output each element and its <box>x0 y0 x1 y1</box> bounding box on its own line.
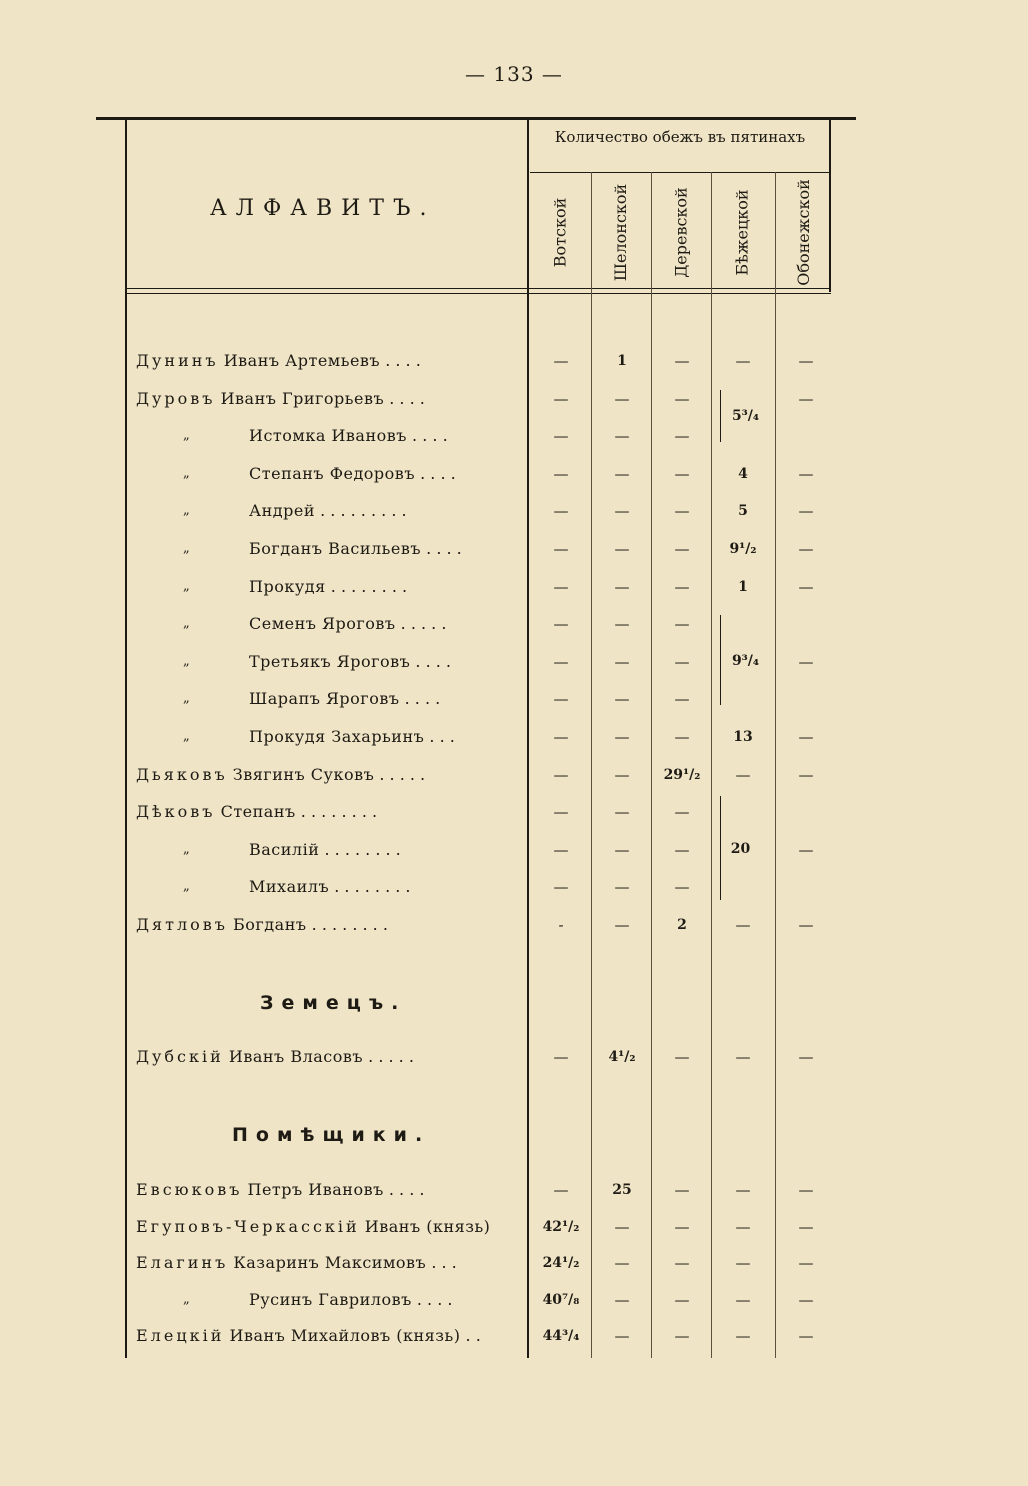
value-cell: — <box>798 1254 814 1272</box>
entry-name <box>136 384 425 414</box>
ditto-mark: „ <box>183 616 190 632</box>
value-cell: 29¹/₂ <box>663 766 701 783</box>
given-name: Третьякъ Яроговъ <box>249 651 411 671</box>
dot-leader: . . . . . . . . <box>311 915 388 934</box>
value-cell: 44³/₄ <box>542 1328 580 1344</box>
value-cell: — <box>735 1217 751 1236</box>
value-cell: — <box>614 878 630 897</box>
table-row <box>0 346 1028 376</box>
value-cell: — <box>553 1048 569 1066</box>
ditto-mark: „ <box>183 503 190 519</box>
dot-leader: . . . . <box>426 539 462 558</box>
entry-name <box>249 609 446 639</box>
given-name: Прокудя Захарьинъ <box>249 727 425 746</box>
given-name: Богданъ <box>233 915 307 934</box>
value-cell: - <box>558 916 564 934</box>
count-rule <box>530 172 830 173</box>
surname: Евсюковъ <box>136 1180 243 1199</box>
header-rule <box>126 288 831 289</box>
value-cell: — <box>674 1217 690 1236</box>
given-name: Казаринъ Максимовъ <box>233 1253 427 1272</box>
value-cell: — <box>614 1254 630 1272</box>
table-row <box>0 459 1028 489</box>
value-cell: — <box>674 1254 690 1272</box>
ditto-mark: „ <box>183 428 190 444</box>
value-cell: — <box>614 502 630 521</box>
value-cell: — <box>798 1217 814 1236</box>
col-head-votskoy: Вотской <box>550 197 570 267</box>
entry-name <box>136 1321 481 1351</box>
value-cell: — <box>674 427 690 446</box>
value-cell: — <box>735 765 751 784</box>
value-cell: — <box>798 352 814 370</box>
value-cell: — <box>553 577 569 596</box>
value-cell: 1 <box>738 578 748 595</box>
value-cell: — <box>674 352 690 370</box>
value-cell: — <box>553 389 569 408</box>
top-rule <box>96 117 856 120</box>
value-cell: — <box>614 728 630 746</box>
given-name: Петръ Ивановъ <box>247 1180 384 1199</box>
value-cell: — <box>798 1048 814 1066</box>
entry-name <box>249 684 440 714</box>
surname: Егуповъ-Черкасскій <box>136 1216 360 1236</box>
entry-name <box>136 1175 424 1205</box>
entry-name <box>136 1212 490 1242</box>
ditto-mark: „ <box>183 541 190 556</box>
surname: Дубскій <box>136 1047 224 1066</box>
value-cell: — <box>735 1290 751 1309</box>
value-cell: — <box>798 840 814 859</box>
ditto-mark: „ <box>183 841 190 857</box>
value-cell: — <box>614 652 630 671</box>
value-cell: 9¹/₂ <box>729 541 757 557</box>
table-row <box>0 684 1028 714</box>
given-name: Иванъ Григорьевъ <box>220 388 385 408</box>
dot-leader: . . . . <box>416 1289 453 1309</box>
dot-leader: . . . . . <box>379 764 426 784</box>
surname: Елагинъ <box>136 1253 229 1272</box>
given-name: Степанъ Федоровъ <box>249 463 415 483</box>
value-cell: — <box>674 502 690 521</box>
entry-name <box>136 1042 414 1072</box>
alphabet-heading: АЛФАВИТЪ. <box>210 196 436 221</box>
surname: Дунинъ <box>136 351 219 370</box>
dot-leader: . . <box>465 1326 481 1345</box>
value-cell: — <box>614 916 630 934</box>
count-heading: Количество обежъ въ пятинахъ <box>554 128 806 146</box>
entry-name <box>136 797 377 827</box>
given-name: Иванъ Михайловъ (князь) <box>229 1326 461 1345</box>
value-cell: — <box>798 389 814 408</box>
header-rule-2 <box>126 293 831 294</box>
value-cell: — <box>614 427 630 446</box>
value-cell: — <box>674 690 690 709</box>
table-row <box>0 1212 1028 1242</box>
value-cell: — <box>553 728 569 746</box>
table-row <box>0 910 1028 940</box>
value-cell: — <box>798 540 814 558</box>
table-row <box>0 384 1028 414</box>
value-cell: — <box>798 1181 814 1199</box>
entry-name <box>249 421 448 451</box>
value-cell: — <box>553 878 569 897</box>
value-cell: — <box>553 1181 569 1199</box>
value-cell: — <box>553 502 569 521</box>
value-cell: — <box>674 878 690 897</box>
table-row <box>0 760 1028 790</box>
value-cell: 13 <box>733 729 753 745</box>
value-cell: 25 <box>612 1182 632 1198</box>
entry-name <box>249 722 455 752</box>
value-cell: — <box>614 690 630 709</box>
value-cell: — <box>798 728 814 746</box>
table-row <box>0 722 1028 752</box>
value-cell: — <box>553 803 569 822</box>
value-cell: — <box>798 577 814 596</box>
dot-leader: . . . . <box>388 1180 425 1199</box>
table-row <box>0 1042 1028 1072</box>
value-cell: — <box>735 1181 751 1199</box>
given-name: Степанъ <box>220 802 296 822</box>
value-cell: — <box>614 540 630 558</box>
value-cell: — <box>674 1048 690 1066</box>
dot-leader: . . . . . . . . <box>330 576 408 596</box>
dot-leader: . . . . <box>420 463 456 483</box>
value-cell: 1 <box>617 353 627 369</box>
table-row <box>0 1321 1028 1351</box>
value-cell: — <box>735 1327 751 1345</box>
entry-name <box>249 647 451 677</box>
table-row <box>0 572 1028 602</box>
given-name: Иванъ Власовъ <box>228 1047 364 1066</box>
value-cell: — <box>614 765 630 784</box>
dot-leader: . . . . . . . . <box>324 839 401 859</box>
dot-leader: . . . . . . . . <box>334 877 411 897</box>
brace-value-durov: 5³/₄ <box>731 408 760 424</box>
table-row <box>0 797 1028 827</box>
entry-name <box>249 572 407 602</box>
value-cell: — <box>735 1048 751 1066</box>
value-cell: — <box>674 803 690 822</box>
value-cell: — <box>674 728 690 746</box>
ditto-mark: „ <box>183 729 190 744</box>
page-number: — 133 — <box>465 62 563 86</box>
value-cell: — <box>553 427 569 446</box>
col-head-obonezhskoy: Обонежской <box>793 178 813 286</box>
entry-name <box>249 872 411 902</box>
value-cell: 24¹/₂ <box>542 1255 580 1271</box>
value-cell: — <box>798 652 814 671</box>
surname: Дуровъ <box>136 388 216 408</box>
given-name: Русинъ Гавриловъ <box>249 1289 412 1309</box>
col-head-bezhetskoy: Бѣжецкой <box>732 188 752 276</box>
value-cell: — <box>674 389 690 408</box>
given-name: Семенъ Яроговъ <box>249 614 396 634</box>
given-name: Иванъ Артемьевъ <box>223 351 381 370</box>
dot-leader: . . . . . . . . <box>300 802 378 822</box>
value-cell: — <box>553 352 569 370</box>
value-cell: — <box>798 1290 814 1309</box>
dot-leader: . . . . <box>389 388 425 408</box>
value-cell: — <box>798 502 814 521</box>
value-cell: 42¹/₂ <box>542 1218 580 1235</box>
section-zemets: Земецъ. <box>260 992 407 1014</box>
given-name: Шарапъ Яроговъ <box>249 689 400 709</box>
value-cell: — <box>553 652 569 671</box>
table-row <box>0 872 1028 902</box>
table-row <box>0 835 1028 865</box>
table-row <box>0 496 1028 526</box>
ditto-mark: „ <box>183 465 190 481</box>
value-cell: — <box>553 765 569 784</box>
surname: Дятловъ <box>136 915 228 934</box>
value-cell: 2 <box>677 917 687 933</box>
table-row <box>0 1285 1028 1315</box>
ditto-mark: „ <box>183 653 190 669</box>
value-cell: — <box>674 1290 690 1309</box>
value-cell: — <box>735 352 751 370</box>
ditto-mark: „ <box>183 1291 190 1307</box>
entry-name <box>249 496 407 526</box>
table-row <box>0 421 1028 451</box>
value-cell: — <box>735 916 751 934</box>
value-cell: — <box>798 464 814 483</box>
dot-leader: . . . . <box>415 651 452 671</box>
value-cell: — <box>674 615 690 634</box>
section-pomeshchiki: Помѣщики. <box>232 1124 431 1146</box>
value-cell: — <box>553 690 569 709</box>
value-cell: — <box>798 1327 814 1345</box>
given-name: Звягинъ Суковъ <box>232 764 375 784</box>
value-cell: — <box>553 840 569 859</box>
value-cell: — <box>553 464 569 483</box>
value-cell: — <box>614 464 630 483</box>
given-name: Прокудя <box>249 576 326 596</box>
col-head-shelonskoy: Шелонской <box>611 183 631 281</box>
value-cell: — <box>614 1217 630 1236</box>
value-cell: — <box>614 615 630 634</box>
value-cell: — <box>674 1327 690 1345</box>
col-head-derevskoy: Деревской <box>671 186 691 278</box>
value-cell: — <box>553 615 569 634</box>
value-cell: 4¹/₂ <box>608 1049 636 1065</box>
dot-leader: . . . . . . . . . <box>320 501 407 521</box>
value-cell: — <box>614 840 630 859</box>
given-name: Михаилъ <box>249 877 330 897</box>
value-cell: — <box>614 389 630 408</box>
table-row <box>0 1248 1028 1278</box>
value-cell: — <box>553 540 569 558</box>
entry-name <box>136 910 388 940</box>
value-cell: — <box>798 765 814 784</box>
dot-leader: . . . . <box>385 351 421 370</box>
value-cell: — <box>614 803 630 822</box>
dot-leader: . . . <box>429 727 455 746</box>
dot-leader: . . . . . <box>368 1047 414 1066</box>
value-cell: — <box>674 1181 690 1199</box>
entry-name <box>136 1248 457 1278</box>
value-cell: — <box>614 577 630 596</box>
value-cell: 4 <box>738 465 748 482</box>
value-cell: — <box>674 577 690 596</box>
entry-name <box>249 835 401 865</box>
given-name: Андрей <box>249 501 316 521</box>
value-cell: — <box>798 916 814 934</box>
value-cell: — <box>614 1327 630 1345</box>
value-cell: — <box>614 1290 630 1309</box>
entry-name <box>136 760 425 790</box>
entry-name <box>249 1285 452 1315</box>
value-cell: — <box>674 840 690 859</box>
surname: Дьяковъ <box>136 764 228 784</box>
dot-leader: . . . . . <box>400 614 447 634</box>
value-cell: 40⁷/₈ <box>542 1291 580 1308</box>
value-cell: — <box>674 652 690 671</box>
value-cell: — <box>735 1254 751 1272</box>
dot-leader: . . . . <box>404 689 441 709</box>
value-cell: — <box>674 540 690 558</box>
table-row <box>0 1175 1028 1205</box>
dot-leader: . . . . <box>412 426 448 446</box>
given-name: Истомка Ивановъ <box>249 426 407 446</box>
ditto-mark: „ <box>183 691 190 707</box>
dot-leader: . . . <box>431 1253 457 1272</box>
table-row <box>0 647 1028 677</box>
ditto-mark: „ <box>183 879 190 895</box>
table-row <box>0 609 1028 639</box>
given-name: Иванъ (князь) <box>364 1216 491 1236</box>
entry-name <box>249 459 456 489</box>
brace-value-yarogov: 9³/₄ <box>731 653 760 669</box>
value-cell: — <box>674 464 690 483</box>
surname: Дѣковъ <box>136 802 216 822</box>
entry-name <box>249 534 462 564</box>
table-row <box>0 534 1028 564</box>
entry-name <box>136 346 421 376</box>
value-cell: 5 <box>738 503 748 520</box>
surname: Елецкій <box>136 1326 225 1345</box>
given-name: Богданъ Васильевъ <box>249 539 422 558</box>
ditto-mark: „ <box>183 578 190 594</box>
brace-value-dekov: 20 <box>730 841 751 857</box>
given-name: Василій <box>249 839 320 859</box>
